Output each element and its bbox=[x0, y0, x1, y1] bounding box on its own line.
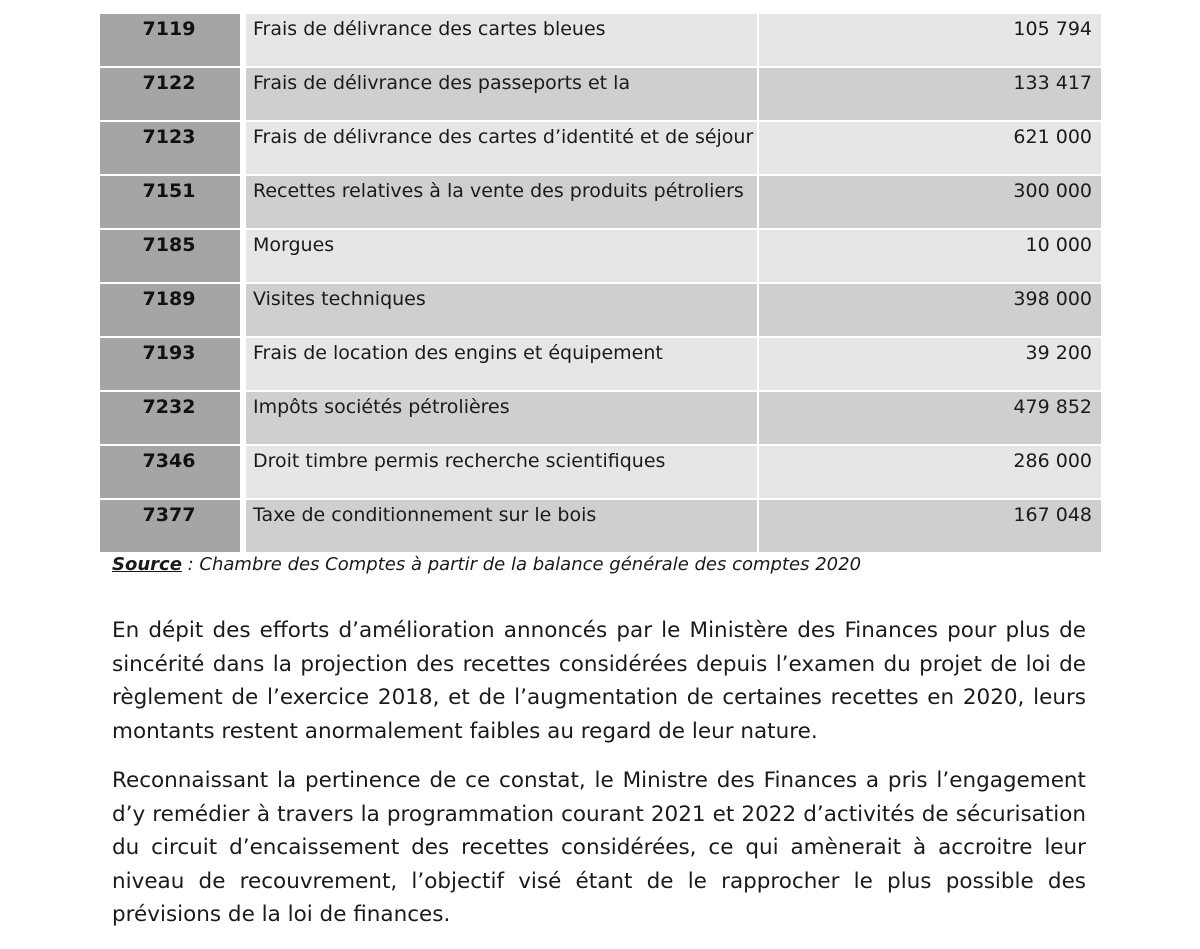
account-code: 7151 bbox=[142, 180, 196, 202]
table-row bbox=[100, 121, 1101, 175]
account-label-cell bbox=[246, 229, 758, 283]
amount-value: 10 000 bbox=[1025, 234, 1092, 256]
amount-cell bbox=[758, 445, 1101, 499]
amount-cell bbox=[758, 14, 1101, 67]
account-code: 7346 bbox=[142, 450, 196, 472]
account-label-cell bbox=[246, 175, 758, 229]
revenue-table bbox=[100, 14, 1101, 554]
account-label-cell bbox=[246, 391, 758, 445]
amount-value: 39 200 bbox=[1025, 342, 1092, 364]
account-label: Impôts sociétés pétrolières bbox=[253, 396, 510, 418]
amount-value: 398 000 bbox=[1013, 288, 1092, 310]
amount-value: 105 794 bbox=[1013, 18, 1092, 40]
account-label-cell bbox=[246, 283, 758, 337]
account-label: Frais de délivrance des cartes d’identité et de séjour bbox=[253, 126, 754, 148]
account-code-cell bbox=[100, 14, 240, 67]
amount-value: 133 417 bbox=[1013, 72, 1092, 94]
amount-value: 167 048 bbox=[1013, 504, 1092, 526]
amount-cell bbox=[758, 391, 1101, 445]
account-code: 7189 bbox=[142, 288, 196, 310]
table-row bbox=[100, 229, 1101, 283]
account-code-cell bbox=[100, 499, 240, 553]
account-code: 7377 bbox=[142, 504, 196, 526]
table-row bbox=[100, 14, 1101, 67]
account-code: 7119 bbox=[142, 18, 196, 40]
amount-cell bbox=[758, 67, 1101, 121]
account-label-cell bbox=[246, 337, 758, 391]
account-label-cell bbox=[246, 445, 758, 499]
table-row bbox=[100, 391, 1101, 445]
account-label: Droit timbre permis recherche scientifiques bbox=[253, 450, 666, 472]
account-label-cell bbox=[246, 67, 758, 121]
amount-value: 479 852 bbox=[1013, 396, 1092, 418]
account-label: Frais de délivrance des passeports et la bbox=[253, 72, 631, 94]
body-paragraph: En dépit des efforts d’amélioration annoncés par le Ministère des Finances pour plus de sincérité dans la projection des recettes considérées depuis l’examen du projet de loi de règlement de l’exercice 2018, et de l’augmentation de certaines recettes en 2020, leurs montants restent anormalement faibles au regard de leur nature. bbox=[112, 618, 1086, 744]
amount-cell bbox=[758, 229, 1101, 283]
amount-value: 621 000 bbox=[1013, 126, 1092, 148]
account-code-cell bbox=[100, 445, 240, 499]
table-row bbox=[100, 283, 1101, 337]
table-row bbox=[100, 499, 1101, 553]
account-code-cell bbox=[100, 283, 240, 337]
account-code: 7185 bbox=[142, 234, 196, 256]
account-code-cell bbox=[100, 121, 240, 175]
amount-cell bbox=[758, 283, 1101, 337]
account-code-cell bbox=[100, 337, 240, 391]
account-label-cell bbox=[246, 14, 758, 67]
account-label: Morgues bbox=[253, 234, 335, 256]
amount-cell bbox=[758, 175, 1101, 229]
account-code: 7232 bbox=[142, 396, 196, 418]
account-label-cell bbox=[246, 121, 758, 175]
account-code-cell bbox=[100, 229, 240, 283]
table-row bbox=[100, 337, 1101, 391]
amount-value: 300 000 bbox=[1013, 180, 1092, 202]
table-source-note bbox=[112, 552, 861, 578]
account-label: Recettes relatives à la vente des produits pétroliers bbox=[253, 180, 744, 202]
amount-cell bbox=[758, 499, 1101, 553]
account-code: 7122 bbox=[142, 72, 196, 94]
account-label: Taxe de conditionnement sur le bois bbox=[253, 504, 597, 526]
table-row bbox=[100, 67, 1101, 121]
source-label: Source bbox=[112, 554, 182, 575]
amount-cell bbox=[758, 121, 1101, 175]
account-code: 7193 bbox=[142, 342, 196, 364]
account-label: Frais de location des engins et équipement bbox=[253, 342, 663, 364]
account-label: Visites techniques bbox=[253, 288, 426, 310]
account-code-cell bbox=[100, 175, 240, 229]
body-paragraph: Reconnaissant la pertinence de ce constat, le Ministre des Finances a pris l’engagement d’y remédier à travers la programmation courant 2021 et 2022 d’activités de sécurisation du circuit d’encaissement des recettes considérées, ce qui amènerait à accroitre leur niveau de recouvrement, l’objectif visé étant de le rapprocher le plus possible des prévisions de la loi de finances. bbox=[112, 768, 1086, 927]
amount-cell bbox=[758, 337, 1101, 391]
account-code-cell bbox=[100, 391, 240, 445]
account-code: 7123 bbox=[142, 126, 196, 148]
amount-value: 286 000 bbox=[1013, 450, 1092, 472]
account-label: Frais de délivrance des cartes bleues bbox=[253, 18, 606, 40]
source-text: : Chambre des Comptes à partir de la balance générale des comptes 2020 bbox=[181, 554, 862, 575]
table-row bbox=[100, 175, 1101, 229]
table-row bbox=[100, 445, 1101, 499]
account-code-cell bbox=[100, 67, 240, 121]
account-label-cell bbox=[246, 499, 758, 553]
